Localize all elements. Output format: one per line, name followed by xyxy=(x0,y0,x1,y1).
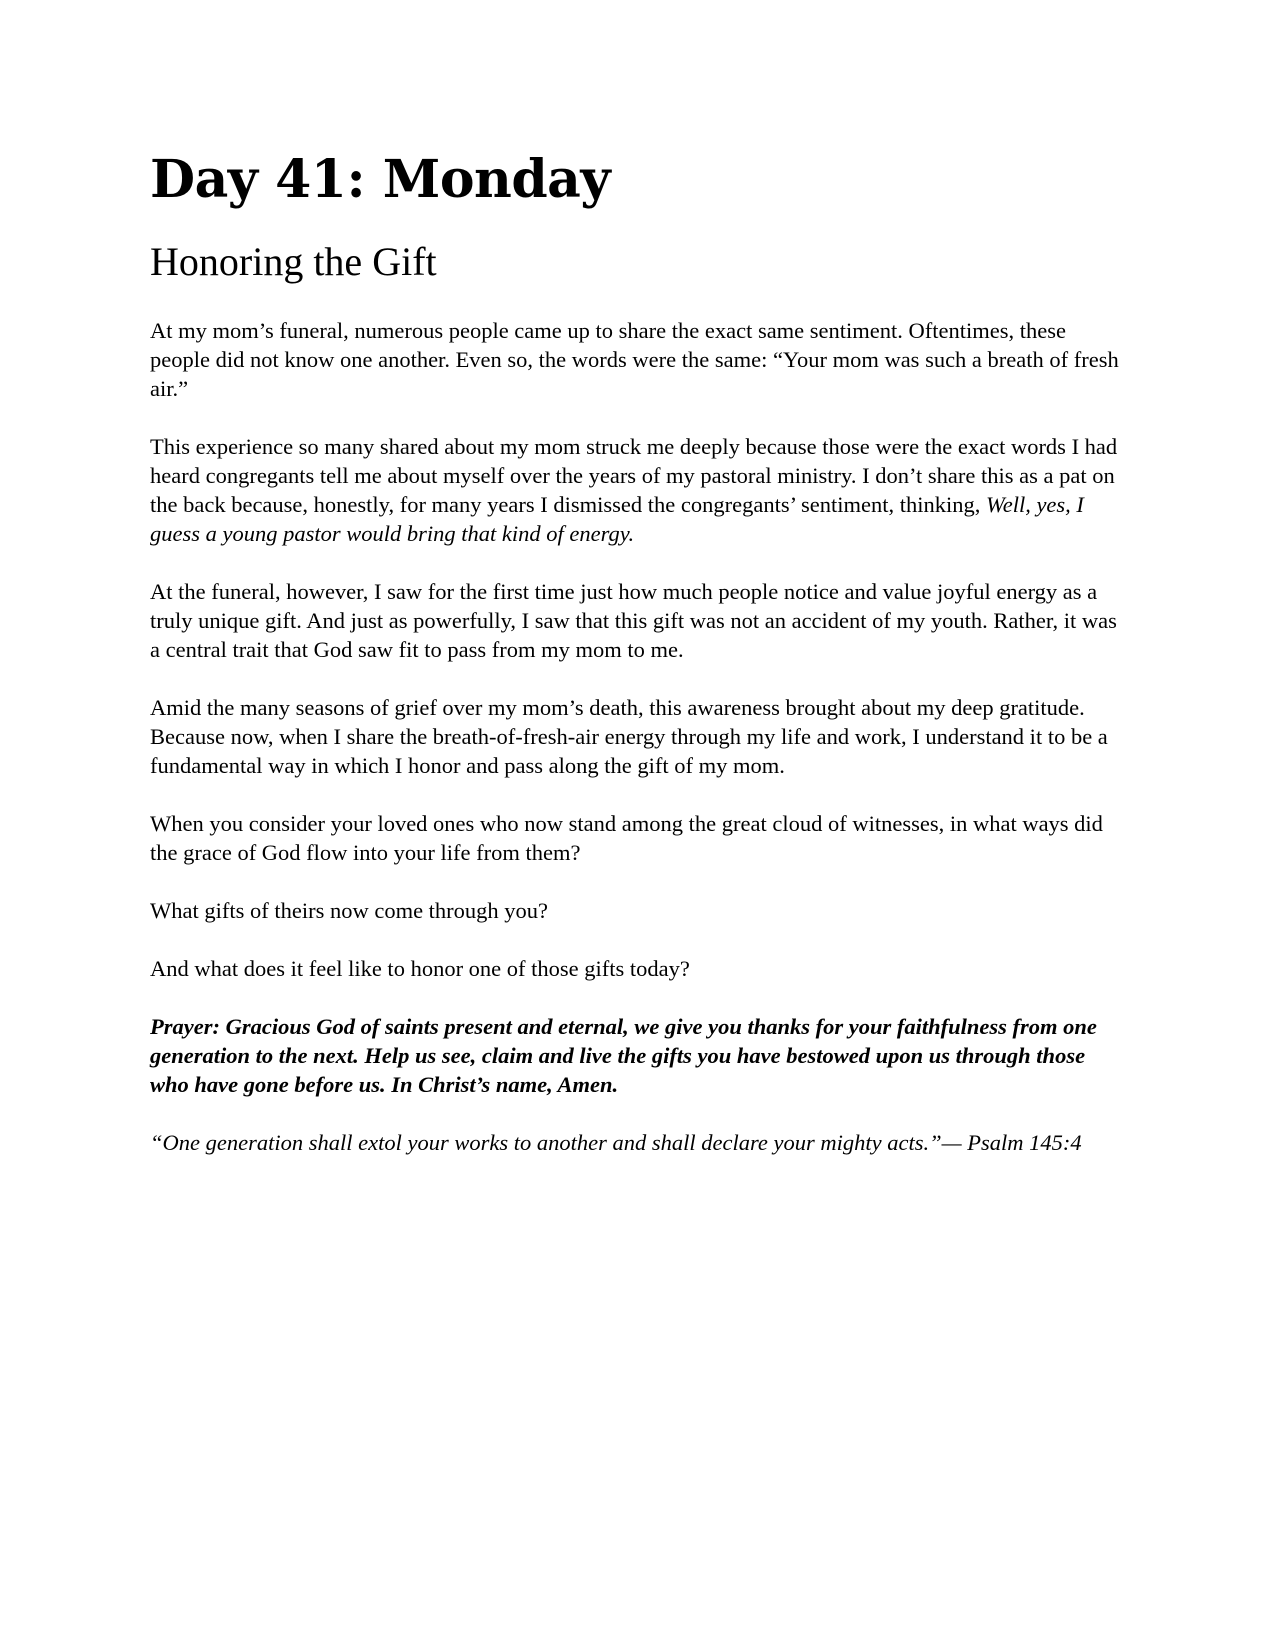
paragraph-gratitude: Amid the many seasons of grief over my mom’s death, this awareness brought about my deep gratitude. Because now, when I share the breath-of-fresh-air energy through my life and work, I understand it to be a fundamental way in which I honor and pass along the gift of my mom. xyxy=(150,695,1108,778)
paragraph-experience-italic: Well, yes, I guess a young pastor would bring that kind of energy. xyxy=(150,492,1084,546)
reflection-question-3: And what does it feel like to honor one of those gifts today? xyxy=(150,956,690,981)
scripture-quote: “One generation shall extol your works to another and shall declare your mighty acts.”— Psalm 145:4 xyxy=(150,1130,1082,1155)
paragraph-experience-text: This experience so many shared about my mom struck me deeply because those were the exact words I had heard congregants tell me about myself over the years of my pastoral ministry. I don’t share this as a pat on the back because, honestly, for many years I dismissed the congregants’ sentiment, thinking, xyxy=(150,434,1118,517)
page-subtitle: Honoring the Gift xyxy=(150,239,437,284)
paragraph-funeral: At my mom’s funeral, numerous people came up to share the exact same sentiment. Oftentimes, these people did not know one another. Even so, the words were the same: “Your mom was such a breath of fresh air.” xyxy=(150,318,1119,401)
document-page xyxy=(150,150,1125,1186)
paragraph-experience xyxy=(150,432,1125,548)
page-title: Day 41: Monday xyxy=(150,149,611,210)
paragraph-realization: At the funeral, however, I saw for the first time just how much people notice and value joyful energy as a truly unique gift. And just as powerfully, I saw that this gift was not an accident of my youth. Rather, it was a central trait that God saw fit to pass from my mom to me. xyxy=(150,579,1117,662)
prayer: Prayer: Gracious God of saints present and eternal, we give you thanks for your faithfulness from one generation to the next. Help us see, claim and live the gifts you have bestowed upon us through those who have gone before us. In Christ’s name, Amen. xyxy=(150,1014,1097,1097)
reflection-question-2: What gifts of theirs now come through you? xyxy=(150,898,549,923)
reflection-question-1: When you consider your loved ones who now stand among the great cloud of witnesses, in what ways did the grace of God flow into your life from them? xyxy=(150,811,1103,865)
